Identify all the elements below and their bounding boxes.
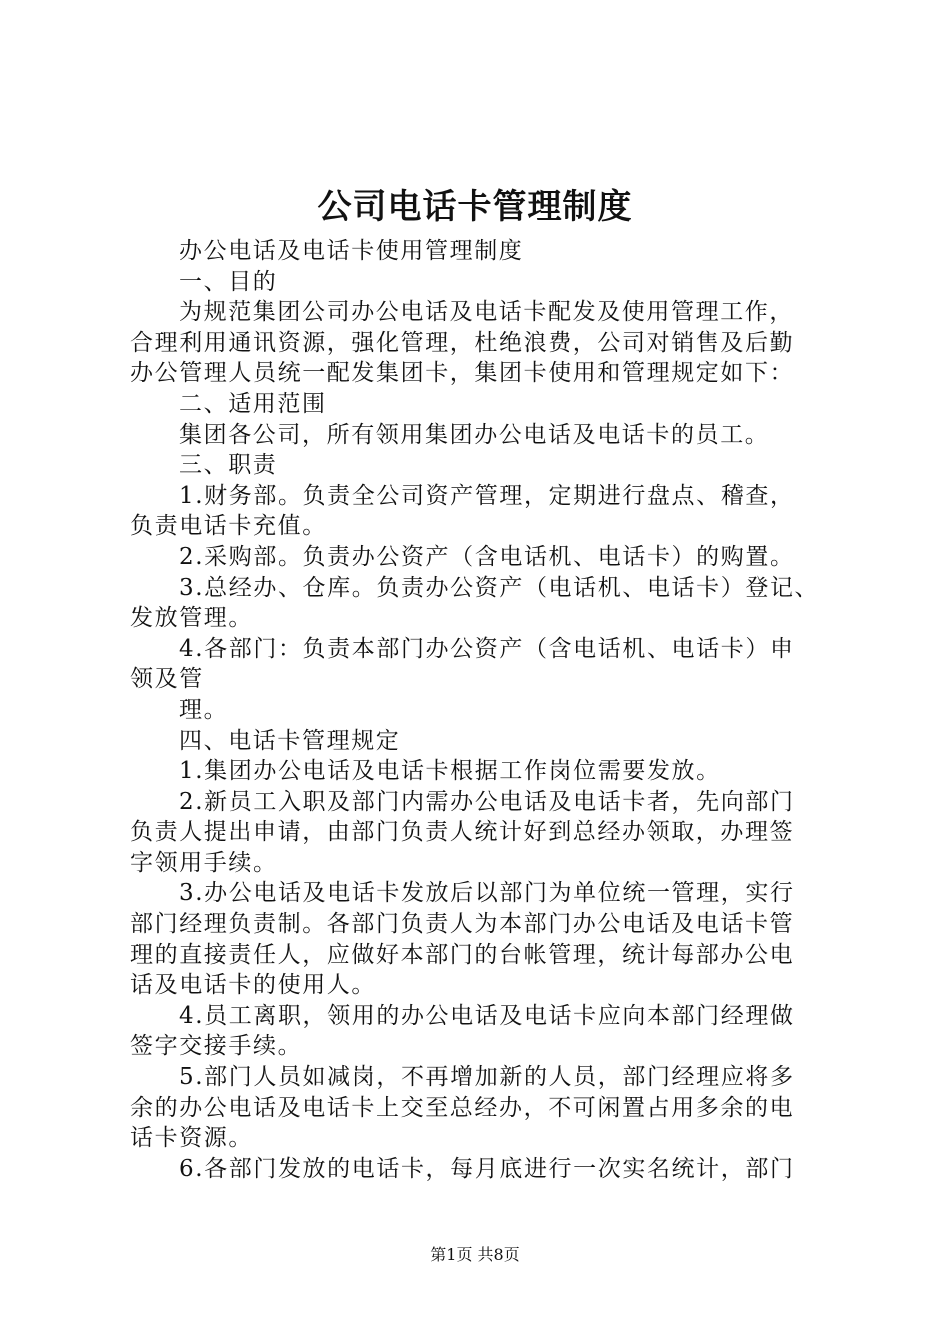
text-line: 理。 bbox=[179, 696, 229, 723]
text-line: 4.员工离职，领用的办公电话及电话卡应向本部门经理做 bbox=[179, 1002, 795, 1029]
text-line: 办公管理人员统一配发集团卡，集团卡使用和管理规定如下： bbox=[130, 360, 795, 387]
text-line: 6.各部门发放的电话卡，每月底进行一次实名统计，部门 bbox=[179, 1155, 795, 1182]
text-line: 四、电话卡管理规定 bbox=[179, 727, 401, 754]
text-line: 负责人提出申请，由部门负责人统计好到总经办领取，办理签 bbox=[130, 819, 795, 846]
text-line: 领及管 bbox=[130, 666, 204, 693]
text-line: 1.财务部。负责全公司资产管理，定期进行盘点、稽查， bbox=[179, 482, 795, 509]
text-line: 3.办公电话及电话卡发放后以部门为单位统一管理，实行 bbox=[179, 880, 795, 907]
document-body bbox=[130, 236, 830, 1184]
text-line: 办公电话及电话卡使用管理制度 bbox=[179, 238, 524, 264]
text-line: 集团各公司，所有领用集团办公电话及电话卡的员工。 bbox=[179, 421, 770, 448]
text-line: 4.各部门：负责本部门办公资产（含电话机、电话卡）申 bbox=[179, 635, 795, 662]
text-line: 合理利用通讯资源，强化管理，杜绝浪费，公司对销售及后勤 bbox=[130, 329, 795, 356]
text-line: 签字交接手续。 bbox=[130, 1033, 303, 1060]
text-line: 为规范集团公司办公电话及电话卡配发及使用管理工作， bbox=[179, 299, 794, 326]
text-line: 一、目的 bbox=[179, 268, 278, 295]
text-line: 理的直接责任人，应做好本部门的台帐管理，统计每部办公电 bbox=[130, 941, 795, 968]
text-line: 2.采购部。负责办公资产（含电话机、电话卡）的购置。 bbox=[179, 543, 795, 570]
text-line: 余的办公电话及电话卡上交至总经办，不可闲置占用多余的电 bbox=[130, 1094, 795, 1121]
text-line: 话及电话卡的使用人。 bbox=[130, 972, 376, 999]
text-line: 1.集团办公电话及电话卡根据工作岗位需要发放。 bbox=[179, 758, 721, 785]
document-title: 公司电话卡管理制度 bbox=[317, 187, 633, 227]
page-footer: 第1页 共8页 bbox=[430, 1245, 520, 1264]
text-line: 部门经理负责制。各部门负责人为本部门办公电话及电话卡管 bbox=[130, 911, 795, 938]
text-line: 话卡资源。 bbox=[130, 1125, 253, 1152]
text-line: 三、职责 bbox=[179, 452, 278, 479]
text-line: 5.部门人员如减岗，不再增加新的人员，部门经理应将多 bbox=[179, 1064, 795, 1091]
text-line: 负责电话卡充值。 bbox=[130, 513, 327, 540]
text-line: 字领用手续。 bbox=[130, 849, 278, 876]
text-line: 3.总经办、仓库。负责办公资产（电话机、电话卡）登记、 bbox=[179, 574, 820, 601]
text-line: 2.新员工入职及部门内需办公电话及电话卡者，先向部门 bbox=[179, 788, 795, 815]
text-line: 二、适用范围 bbox=[179, 390, 327, 417]
text-line: 发放管理。 bbox=[130, 605, 253, 632]
